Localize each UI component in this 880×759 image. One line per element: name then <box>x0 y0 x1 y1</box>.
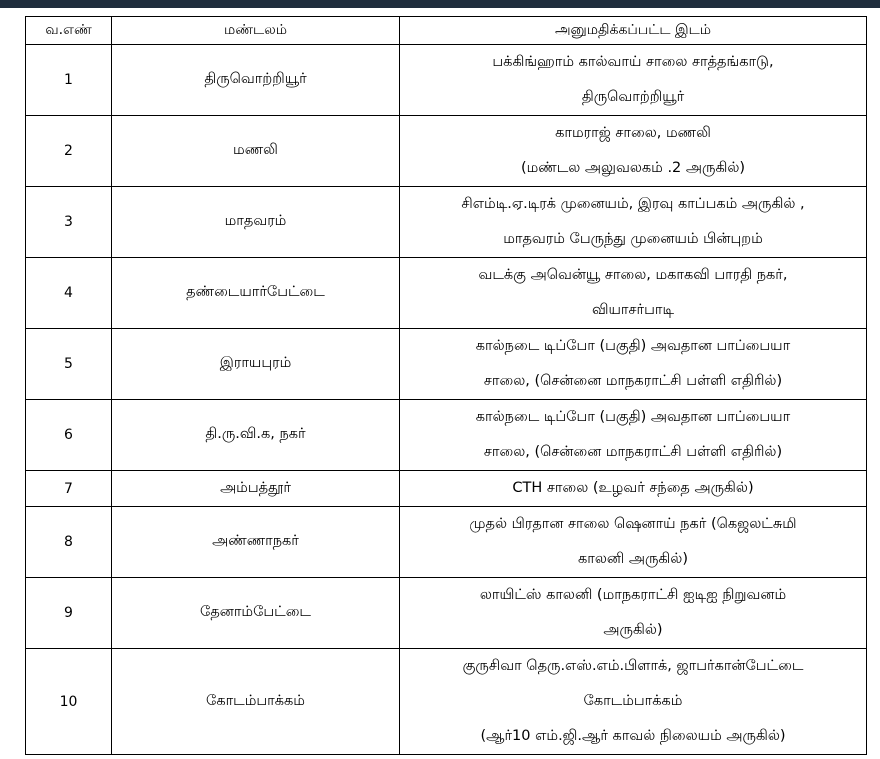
zone-cell: அண்ணாநகர் <box>112 507 400 578</box>
header-serial-number: வ.எண் <box>26 17 112 45</box>
table-row <box>26 471 867 507</box>
place-line: வடக்கு அவென்யூ சாலை, மகாகவி பாரதி நகர், <box>478 267 788 283</box>
place-line: கோடம்பாக்கம் <box>583 693 683 709</box>
header-zone: மண்டலம் <box>112 17 400 45</box>
zone-cell: கோடம்பாக்கம் <box>112 649 400 755</box>
place-line: சாலை, (சென்னை மாநகராட்சி பள்ளி எதிரில்) <box>483 373 783 389</box>
place-line: வியாசர்பாடி <box>591 302 674 318</box>
place-line: (மண்டல அலுவலகம் .2 அருகில்) <box>520 160 746 176</box>
serial-number-cell: 8 <box>26 507 112 578</box>
place-line: அருகில்) <box>603 622 663 638</box>
place-cell <box>400 649 867 755</box>
table-row <box>26 578 867 649</box>
place-cell <box>400 187 867 258</box>
serial-number-cell: 6 <box>26 400 112 471</box>
table-row <box>26 45 867 116</box>
place-line: சிஎம்டி.ஏ.டிரக் முனையம், இரவு காப்பகம் அருகில் , <box>461 196 805 212</box>
place-cell <box>400 400 867 471</box>
place-line: கால்நடை டிப்போ (பகுதி) அவதான பாப்பையா <box>475 409 791 425</box>
zone-cell: அம்பத்தூர் <box>112 471 400 507</box>
place-line: (ஆர்10 எம்.ஜி.ஆர் காவல் நிலையம் அருகில்) <box>480 728 786 744</box>
place-line: CTH சாலை (உழவர் சந்தை அருகில்) <box>512 480 754 496</box>
place-cell <box>400 507 867 578</box>
serial-number-cell: 2 <box>26 116 112 187</box>
zone-cell: திருவொற்றியூர் <box>112 45 400 116</box>
place-line: காமராஜ் சாலை, மணலி <box>555 125 711 141</box>
zone-cell: தி.ரு.வி.க, நகர் <box>112 400 400 471</box>
serial-number-cell: 10 <box>26 649 112 755</box>
table-row <box>26 187 867 258</box>
table-row <box>26 400 867 471</box>
place-line: திருவொற்றியூர் <box>581 89 685 105</box>
place-cell <box>400 329 867 400</box>
serial-number-cell: 1 <box>26 45 112 116</box>
place-line: முதல் பிரதான சாலை ஷெனாய் நகர் (கெஜலட்சுமி <box>469 516 797 532</box>
place-cell <box>400 116 867 187</box>
header-row <box>26 17 867 45</box>
top-border-bar <box>0 0 880 8</box>
place-line: மாதவரம் பேருந்து முனையம் பின்புறம் <box>503 231 763 247</box>
zone-location-table <box>25 16 867 755</box>
place-line: லாயிட்ஸ் காலனி (மாநகராட்சி ஐடிஐ நிறுவனம் <box>479 587 787 603</box>
table-row <box>26 116 867 187</box>
place-cell <box>400 578 867 649</box>
place-cell <box>400 258 867 329</box>
table-row <box>26 258 867 329</box>
table-row <box>26 507 867 578</box>
place-cell <box>400 45 867 116</box>
serial-number-cell: 3 <box>26 187 112 258</box>
zone-cell: மாதவரம் <box>112 187 400 258</box>
table-row <box>26 329 867 400</box>
serial-number-cell: 7 <box>26 471 112 507</box>
zone-cell: தேனாம்பேட்டை <box>112 578 400 649</box>
zone-cell: மணலி <box>112 116 400 187</box>
place-line: சாலை, (சென்னை மாநகராட்சி பள்ளி எதிரில்) <box>483 444 783 460</box>
place-line: குருசிவா தெரு.எஸ்.எம்.பிளாக், ஜாபர்கான்பேட்டை <box>462 658 804 674</box>
zone-cell: தண்டையார்பேட்டை <box>112 258 400 329</box>
table-row <box>26 649 867 755</box>
zone-cell: இராயபுரம் <box>112 329 400 400</box>
place-line: பக்கிங்ஹாம் கால்வாய் சாலை சாத்தங்காடு, <box>492 54 774 70</box>
serial-number-cell: 4 <box>26 258 112 329</box>
place-cell <box>400 471 867 507</box>
place-line: கால்நடை டிப்போ (பகுதி) அவதான பாப்பையா <box>475 338 791 354</box>
serial-number-cell: 9 <box>26 578 112 649</box>
place-line: காலனி அருகில்) <box>578 551 688 567</box>
serial-number-cell: 5 <box>26 329 112 400</box>
header-permitted-place: அனுமதிக்கப்பட்ட இடம் <box>400 17 867 45</box>
